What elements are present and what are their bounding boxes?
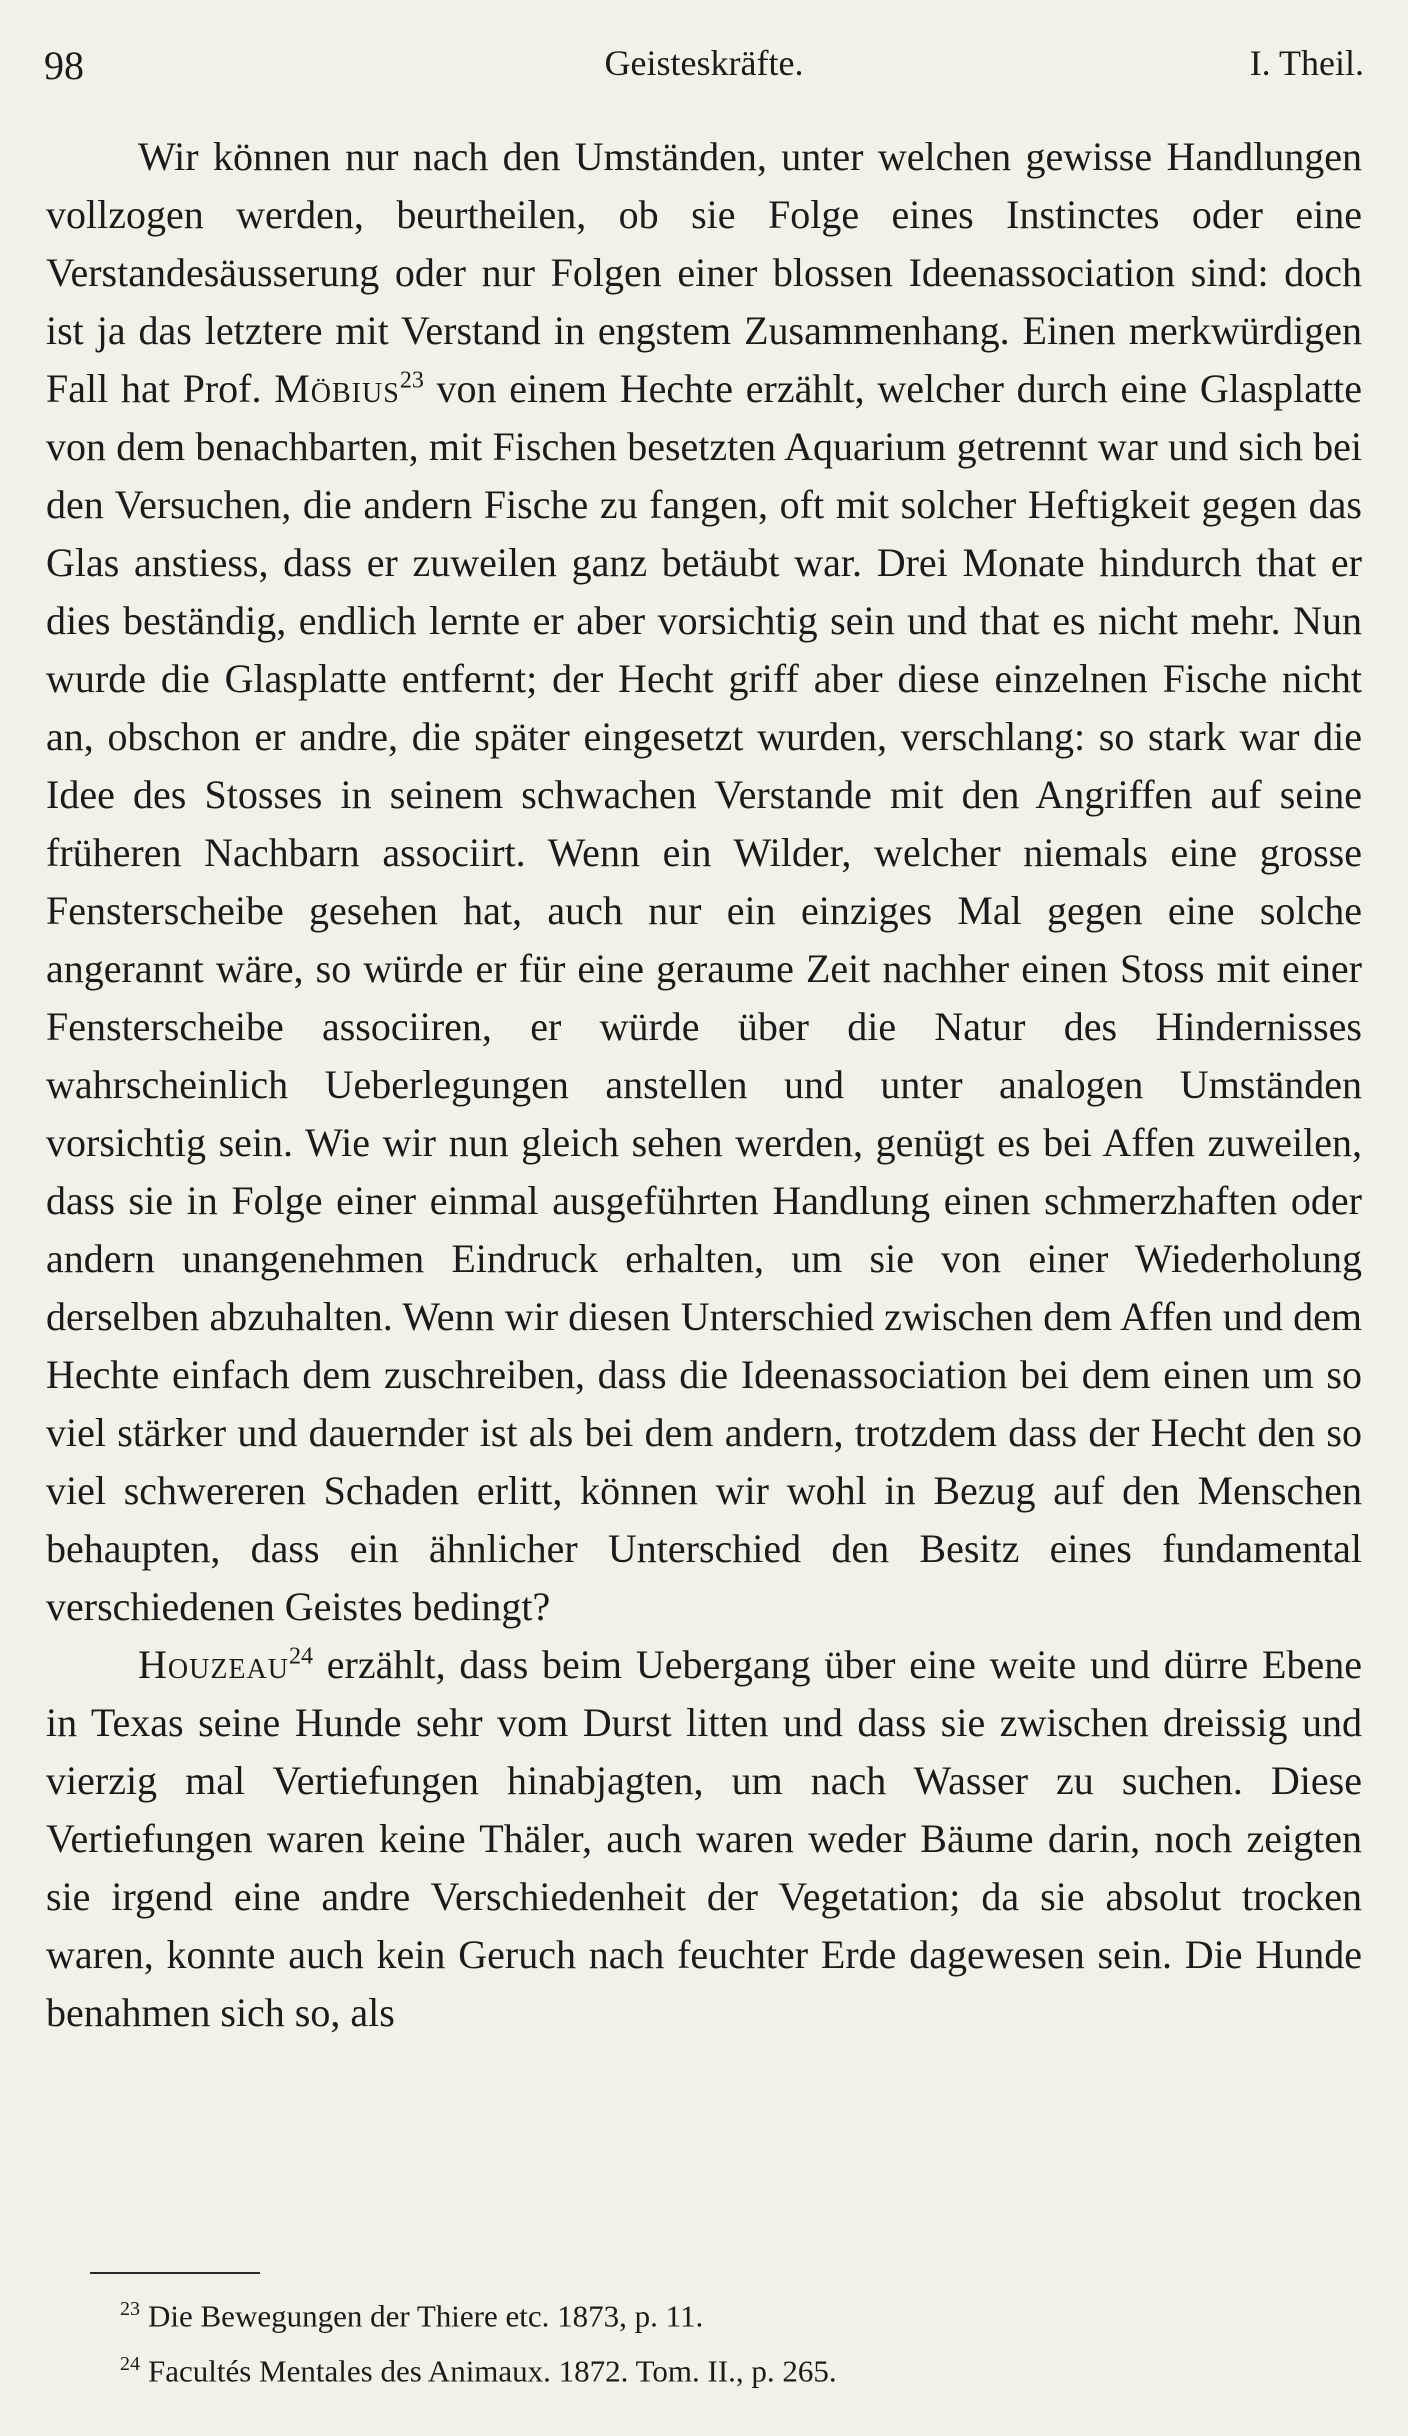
footnote-number: 24	[120, 2353, 140, 2376]
footnotes	[120, 2285, 1270, 2396]
paragraph	[46, 1636, 1362, 2042]
body-text	[46, 128, 1362, 2042]
footnote-number: 23	[120, 2298, 140, 2320]
paragraph-text: Wir können nur nach den Umständen, unter welchen gewisse Handlungen vollzogen werden, beurtheilen, ob sie Folge eines Instinctes oder eine Verstandesäusserung oder nur Folgen einer blossen Ideenassociation sind: doch ist ja das letztere mit Verstand in engstem Zusammenhang. Einen merkwürdigen Fall hat Prof.	[46, 134, 1362, 411]
footnote-ref: 24	[288, 1643, 313, 1670]
page-number: 98	[44, 43, 84, 88]
footnote	[120, 2285, 1270, 2340]
paragraph	[46, 128, 1362, 1636]
page-header	[44, 42, 1364, 92]
footnote-ref: 23	[399, 367, 424, 394]
footnote	[120, 2340, 1270, 2395]
author-name: Möbius	[274, 366, 400, 411]
paragraph-text: von einem Hechte erzählt, welcher durch eine Glasplatte von dem benachbarten, mit Fischen besetzten Aquarium getrennt war und sich bei den Versuchen, die andern Fische zu fangen, oft mit solcher Heftigkeit gegen das Glas anstiess, dass er zuweilen ganz betäubt war. Drei Monate hindurch that er dies beständig, endlich lernte er aber vorsichtig sein und that es nicht mehr. Nun wurde die Glasplatte entfernt; der Hecht griff aber diese einzelnen Fische nicht an, obschon er andre, die später eingesetzt wurden, verschlang: so stark war die Idee des Stosses in seinem schwachen Verstande mit den Angriffen auf seine früheren Nachbarn associirt. Wenn ein Wilder, welcher niemals eine grosse Fensterscheibe gesehen hat, auch nur ein einziges Mal gegen eine solche angerannt wäre, so würde er für eine geraume Zeit nachher einen Stoss mit einer Fensterscheibe associiren, er würde über die Natur des Hindernisses wahrscheinlich Ueberlegungen anstellen und unter analogen Umständen vorsichtig sein. Wie wir nun gleich sehen werden, genügt es bei Affen zuweilen, dass sie in Folge einer einmal ausgeführten Handlung einen schmerzhaften oder andern unangenehmen Eindruck erhalten, um sie von einer Wiederholung derselben abzuhalten. Wenn wir diesen Unterschied zwischen dem Affen und dem Hechte einfach dem zuschreiben, dass die Ideenassociation bei dem einen um so viel stärker und dauernder ist als bei dem andern, trotzdem dass der Hecht den so viel schwereren Schaden erlitt, können wir wohl in Bezug auf den Menschen behaupten, dass ein ähnlicher Unterschied den Besitz eines fundamental verschiedenen Geistes bedingt?	[46, 366, 1363, 1629]
part-label: I. Theil.	[1249, 43, 1364, 83]
footnote-divider	[90, 2272, 260, 2274]
paragraph-text: erzählt, dass beim Uebergang über eine weite und dürre Ebene in Texas seine Hunde sehr vom Durst litten und dass sie zwischen dreissig und vierzig mal Vertiefungen hinabjagten, um nach Wasser zu suchen. Diese Vertiefungen waren keine Thäler, auch waren weder Bäume darin, noch zeigten sie irgend eine andre Verschiedenheit der Vegetation; da sie absolut trocken waren, konnte auch kein Geruch nach feuchter Erde dagewesen sein. Die Hunde benahmen sich so, als	[46, 1642, 1362, 2035]
running-title: Geisteskräfte.	[604, 43, 804, 83]
author-name: Houzeau	[138, 1642, 289, 1687]
footnote-text: Die Bewegungen der Thiere etc. 1873, p. 11.	[148, 2298, 704, 2334]
footnote-text: Facultés Mentales des Animaux. 1872. Tom. II., p. 265.	[148, 2353, 837, 2389]
